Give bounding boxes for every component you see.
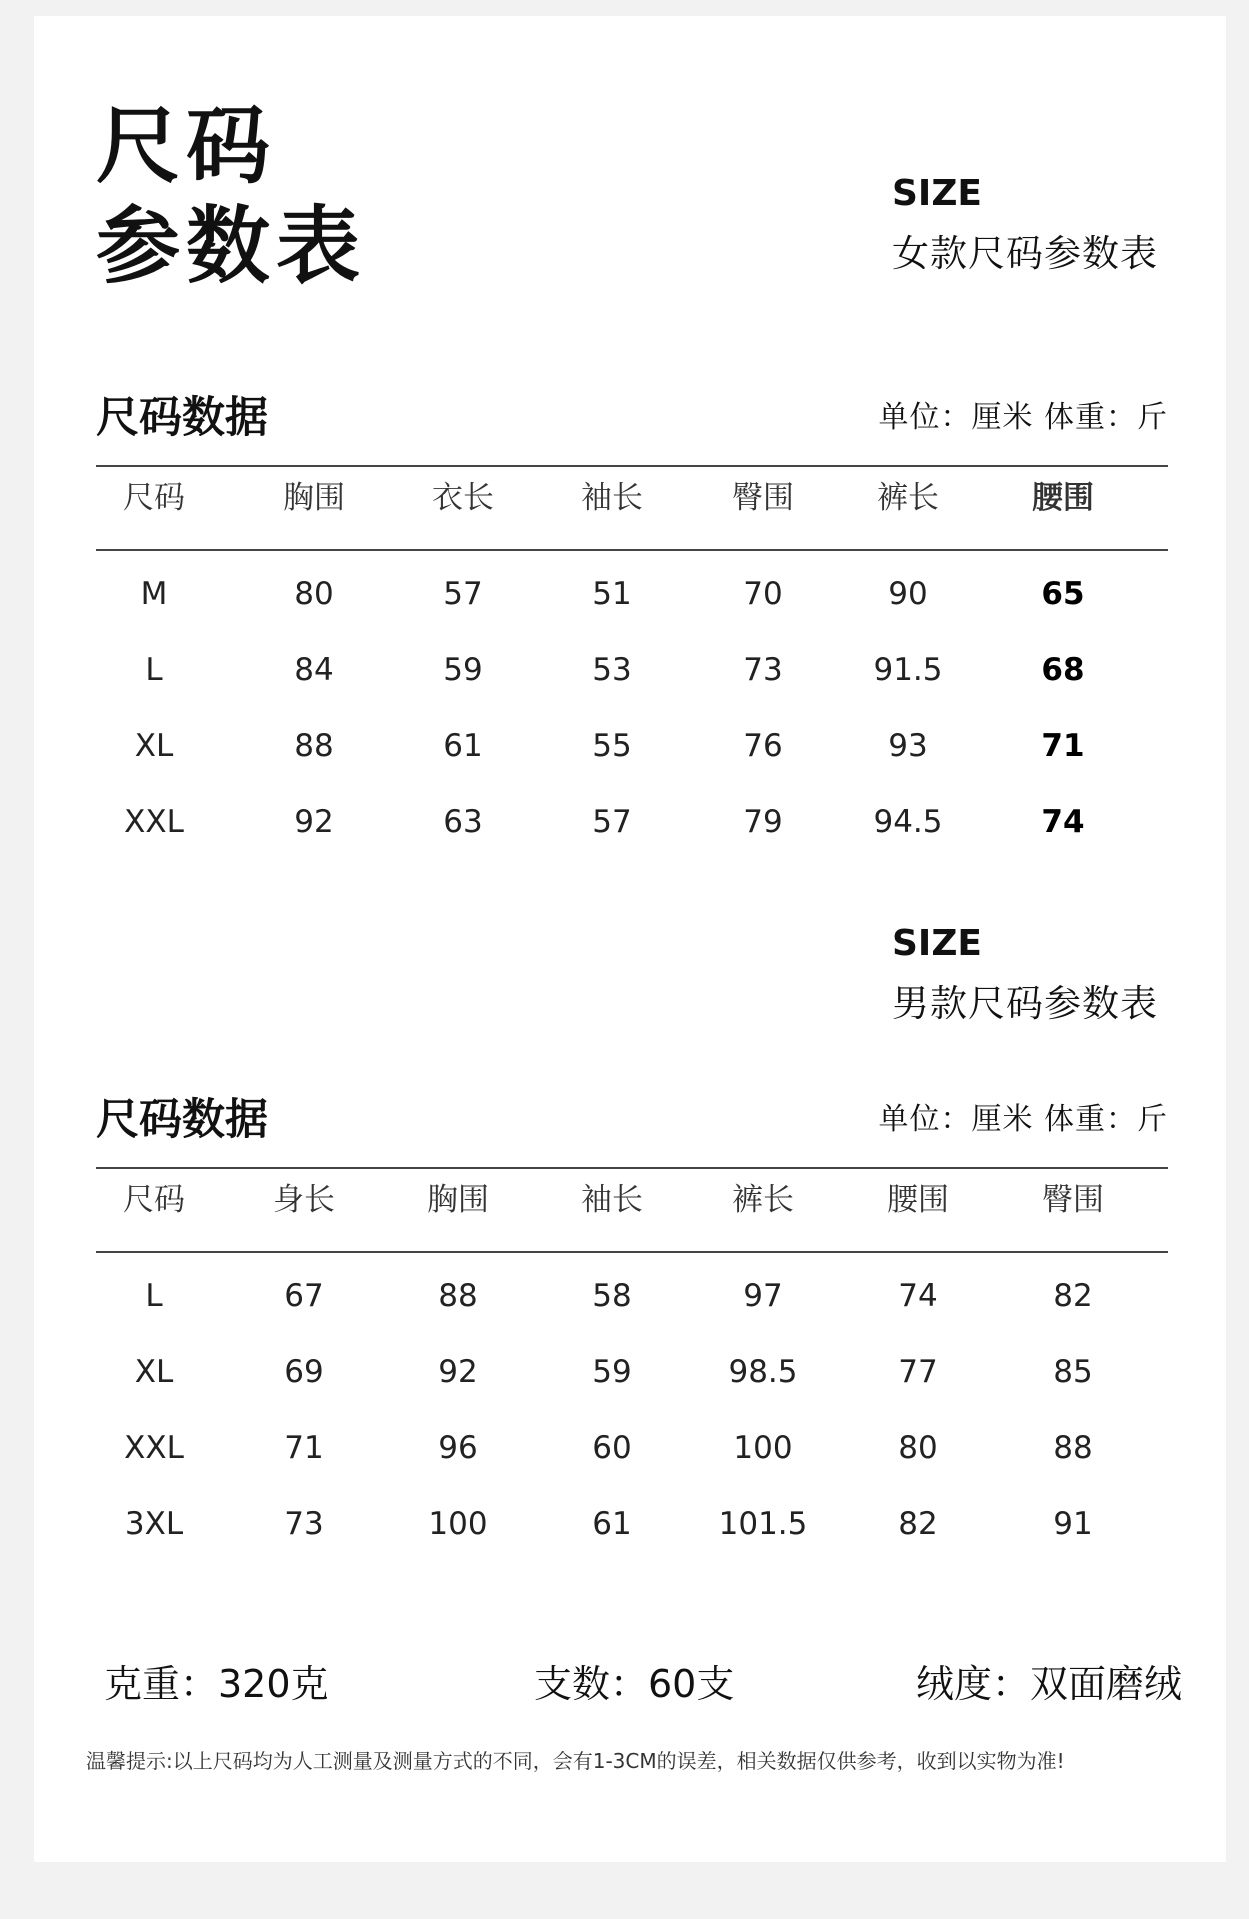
table-cell: 88: [294, 728, 334, 764]
women-col-header: 尺码: [123, 480, 185, 516]
yarn-count: 支数：60支: [534, 1662, 735, 1706]
table-cell: 59: [443, 652, 483, 688]
men-table-header: [96, 1170, 1168, 1230]
table-cell: 88: [438, 1278, 478, 1314]
table-cell: 91.5: [873, 652, 943, 688]
table-cell: 84: [294, 652, 334, 688]
table-row: [96, 792, 1168, 852]
table-cell: 63: [443, 804, 483, 840]
table-cell: 70: [743, 576, 783, 612]
table-cell: 61: [443, 728, 483, 764]
table-cell: 3XL: [124, 1506, 184, 1542]
measurement-tip: 温馨提示:以上尺码均为人工测量及测量方式的不同，会有1-3CM的误差，相关数据仅供参考，收到以实物为准!: [86, 1749, 1065, 1773]
table-cell: 92: [294, 804, 334, 840]
men-col-header: 腰围: [887, 1182, 949, 1218]
table-cell: 98.5: [728, 1354, 798, 1390]
table-cell: 73: [284, 1506, 324, 1542]
table-cell: 91: [1053, 1506, 1093, 1542]
table-cell: 68: [1041, 652, 1085, 688]
table-cell: 79: [743, 804, 783, 840]
men-col-header: 尺码: [123, 1182, 185, 1218]
women-table-header-rule: [96, 549, 1168, 551]
table-cell: XL: [134, 728, 174, 764]
table-row: [96, 1266, 1168, 1326]
table-cell: M: [140, 576, 168, 612]
men-col-header: 身长: [273, 1182, 335, 1218]
women-table-header: [96, 468, 1168, 528]
table-cell: 73: [743, 652, 783, 688]
table-cell: 55: [592, 728, 632, 764]
women-col-header: 臀围: [732, 480, 794, 516]
page-title: [96, 96, 366, 296]
table-cell: 76: [743, 728, 783, 764]
men-table-header-rule: [96, 1251, 1168, 1253]
table-row: [96, 1418, 1168, 1478]
men-section-title: 尺码数据: [96, 1095, 268, 1145]
men-section-header: [96, 1090, 1168, 1150]
men-col-header: 袖长: [581, 1182, 643, 1218]
page-title-line2: 参数表: [96, 197, 367, 295]
fleece-type: 绒度：双面磨绒: [916, 1662, 1183, 1706]
table-cell: 97: [743, 1278, 783, 1314]
table-cell: L: [145, 652, 163, 688]
table-cell: L: [145, 1278, 163, 1314]
table-cell: 90: [888, 576, 928, 612]
table-cell: 71: [1041, 728, 1085, 764]
men-col-header: 裤长: [732, 1182, 794, 1218]
table-cell: 60: [592, 1430, 632, 1466]
table-cell: 85: [1053, 1354, 1093, 1390]
women-col-header: 袖长: [581, 480, 643, 516]
table-cell: 74: [898, 1278, 938, 1314]
table-cell: 92: [438, 1354, 478, 1390]
table-cell: 59: [592, 1354, 632, 1390]
table-cell: 82: [898, 1506, 938, 1542]
fabric-weight: 克重：320克: [104, 1662, 329, 1706]
table-cell: 100: [733, 1430, 793, 1466]
women-col-header: 胸围: [283, 480, 345, 516]
women-col-header: 裤长: [877, 480, 939, 516]
table-cell: 101.5: [718, 1506, 808, 1542]
table-cell: 82: [1053, 1278, 1093, 1314]
men-size-heading: [892, 922, 1158, 1028]
table-cell: 69: [284, 1354, 324, 1390]
men-col-header: 胸围: [427, 1182, 489, 1218]
table-cell: 51: [592, 576, 632, 612]
women-size-heading: [892, 172, 1158, 278]
table-cell: 100: [428, 1506, 488, 1542]
page-title-line1: 尺码: [96, 97, 277, 195]
women-heading: 女款尺码参数表: [892, 232, 1158, 275]
women-col-header: 衣长: [432, 480, 494, 516]
table-cell: 94.5: [873, 804, 943, 840]
table-row: [96, 716, 1168, 776]
table-cell: XXL: [124, 1430, 184, 1466]
women-section-title: 尺码数据: [96, 393, 268, 443]
men-heading: 男款尺码参数表: [892, 982, 1158, 1025]
table-cell: 57: [443, 576, 483, 612]
table-cell: 93: [888, 728, 928, 764]
table-cell: XL: [134, 1354, 174, 1390]
women-unit-note: 单位：厘米 体重：斤: [878, 400, 1168, 435]
table-cell: 65: [1041, 576, 1085, 612]
table-row: [96, 564, 1168, 624]
size-chart-card: [34, 16, 1226, 1862]
table-row: [96, 1494, 1168, 1554]
women-section-header: [96, 388, 1168, 448]
men-col-header: 臀围: [1042, 1182, 1104, 1218]
table-cell: 80: [898, 1430, 938, 1466]
table-cell: 58: [592, 1278, 632, 1314]
women-col-header: 腰围: [1032, 480, 1094, 516]
men-table-top-rule: [96, 1167, 1168, 1169]
men-unit-note: 单位：厘米 体重：斤: [878, 1102, 1168, 1137]
table-cell: 71: [284, 1430, 324, 1466]
table-cell: 67: [284, 1278, 324, 1314]
table-cell: 61: [592, 1506, 632, 1542]
table-cell: 80: [294, 576, 334, 612]
table-cell: 57: [592, 804, 632, 840]
table-cell: XXL: [124, 804, 184, 840]
table-cell: 88: [1053, 1430, 1093, 1466]
men-size-label: SIZE: [892, 923, 983, 964]
women-table-top-rule: [96, 465, 1168, 467]
table-cell: 77: [898, 1354, 938, 1390]
table-row: [96, 1342, 1168, 1402]
table-cell: 53: [592, 652, 632, 688]
table-row: [96, 640, 1168, 700]
table-cell: 96: [438, 1430, 478, 1466]
table-cell: 74: [1041, 804, 1085, 840]
women-size-label: SIZE: [892, 173, 983, 214]
